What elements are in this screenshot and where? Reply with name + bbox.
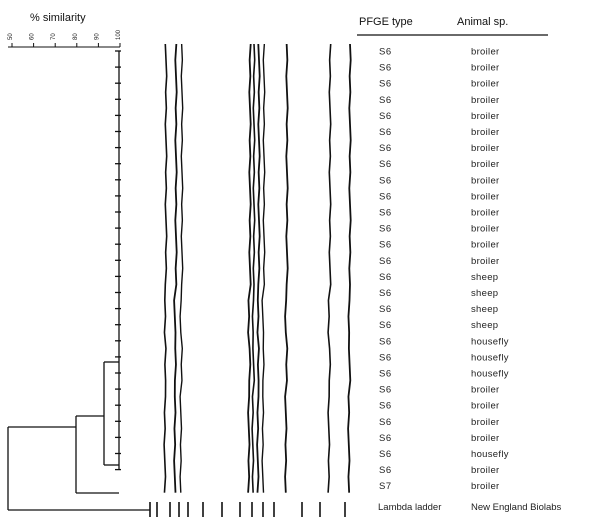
scale-tick-label: 60	[29, 33, 36, 40]
table-row	[379, 224, 500, 235]
table-row	[379, 481, 500, 492]
table-row	[379, 111, 500, 122]
table-row	[379, 401, 500, 412]
table-row	[379, 336, 509, 347]
table-row	[379, 143, 500, 154]
animal-species-cell: broiler	[471, 223, 500, 235]
table-row	[379, 191, 500, 202]
animal-species-cell: sheep	[471, 288, 499, 299]
animal-species-cell: broiler	[471, 46, 500, 58]
pfge-type-cell: S6	[379, 352, 392, 364]
pfge-type-cell: S6	[379, 223, 392, 235]
table-row	[379, 272, 498, 283]
animal-species-cell: housefly	[471, 352, 509, 364]
animal-species-cell: broiler	[471, 191, 500, 203]
pfge-type-cell: S6	[379, 271, 392, 283]
animal-species-cell: sheep	[471, 304, 499, 316]
table-row	[379, 159, 500, 170]
pfge-type-cell: S6	[379, 400, 392, 412]
pfge-type-cell: S6	[379, 255, 392, 267]
scale-tick-label: 90	[94, 33, 101, 40]
pfge-type-cell: S6	[379, 46, 392, 58]
animal-species-cell: broiler	[471, 400, 500, 412]
table-row	[379, 47, 500, 58]
animal-species-cell: broiler	[471, 110, 500, 122]
pfge-type-cell: S6	[379, 336, 392, 348]
dendrogram-tree	[8, 51, 150, 510]
animal-species-cell: broiler	[471, 143, 500, 155]
pfge-type-cell: S6	[379, 304, 392, 316]
band-lane	[174, 44, 177, 493]
pfge-type-cell: S6	[379, 127, 392, 138]
animal-species-cell: housefly	[471, 336, 509, 348]
band-lane	[348, 44, 351, 493]
table-row	[379, 369, 509, 380]
animal-species-cell: sheep	[471, 271, 499, 283]
animal-species-cell: housefly	[471, 368, 509, 380]
band-lane	[257, 44, 260, 493]
animal-species-cell: housefly	[471, 449, 509, 460]
table-row	[379, 304, 498, 315]
scale-tick-label: 100	[116, 29, 122, 40]
table-row	[379, 417, 500, 428]
band-lane	[285, 44, 288, 493]
band-lane	[180, 44, 183, 493]
band-lane	[252, 44, 255, 493]
pfge-type-cell: S6	[379, 191, 392, 203]
table-row	[379, 79, 500, 90]
pfge-type-cell: S6	[379, 175, 392, 187]
table-row	[379, 240, 500, 251]
pfge-type-cell: S7	[379, 481, 392, 493]
animal-species-cell: broiler	[471, 159, 500, 171]
table-row	[379, 175, 500, 186]
pfge-type-cell: S6	[379, 449, 392, 460]
band-lane	[328, 44, 331, 493]
pfge-type-header: PFGE type	[359, 16, 413, 28]
animal-species-cell: broiler	[471, 255, 500, 267]
pfge-type-cell: S6	[379, 432, 392, 444]
animal-species-cell: broiler	[471, 94, 500, 106]
pfge-type-cell: S6	[379, 110, 392, 122]
similarity-scale-label: % similarity	[30, 12, 86, 24]
pfge-type-cell: S6	[379, 159, 392, 171]
table-row	[379, 320, 498, 331]
pfge-type-cell: S6	[379, 384, 392, 396]
animal-species-cell: broiler	[471, 207, 500, 219]
animal-species-cell: broiler	[471, 384, 500, 396]
table-row	[379, 95, 500, 106]
table-row	[379, 449, 509, 460]
band-lane	[164, 44, 167, 493]
table-row	[379, 288, 498, 299]
table-row	[379, 433, 500, 444]
animal-species-cell: broiler	[471, 127, 500, 138]
scale-tick-label: 80	[72, 33, 79, 40]
animal-species-cell: broiler	[471, 175, 500, 187]
animal-species-cell: broiler	[471, 481, 500, 493]
table-row	[379, 352, 509, 363]
pfge-type-cell: S6	[379, 239, 392, 251]
animal-species-cell: broiler	[471, 239, 500, 251]
table-row	[379, 208, 500, 219]
pfge-band-patterns	[164, 44, 351, 493]
lambda-ladder-bands	[150, 502, 345, 517]
scale-tick-label: 70	[51, 33, 58, 40]
ladder-name: Lambda ladder	[378, 502, 442, 513]
scale-tick-label: 50	[8, 33, 14, 40]
pfge-type-cell: S6	[379, 62, 392, 74]
animal-species-cell: broiler	[471, 62, 500, 74]
pfge-type-cell: S6	[379, 207, 392, 219]
animal-species-cell: broiler	[471, 78, 500, 90]
table-row	[379, 256, 500, 267]
band-lane	[248, 44, 251, 493]
pfge-type-cell: S6	[379, 368, 392, 380]
animal-species-header: Animal sp.	[457, 16, 509, 28]
pfge-type-cell: S6	[379, 465, 392, 477]
band-lane	[262, 44, 265, 493]
animal-species-cell: broiler	[471, 432, 500, 444]
table-row	[379, 127, 500, 138]
ladder-source: New England Biolabs	[471, 502, 562, 513]
pfge-type-cell: S6	[379, 288, 392, 299]
table-row	[379, 385, 500, 396]
table-row	[379, 63, 500, 74]
pfge-type-cell: S6	[379, 143, 392, 155]
pfge-type-cell: S6	[379, 94, 392, 106]
similarity-scale-ticks	[8, 29, 122, 47]
pfge-type-cell: S6	[379, 78, 392, 90]
pfge-type-cell: S6	[379, 320, 392, 332]
animal-species-cell: sheep	[471, 320, 499, 332]
animal-species-cell: broiler	[471, 416, 500, 428]
table-row	[379, 465, 500, 476]
animal-species-cell: broiler	[471, 465, 500, 477]
isolate-rows	[379, 47, 509, 493]
pfge-type-cell: S6	[379, 416, 392, 428]
